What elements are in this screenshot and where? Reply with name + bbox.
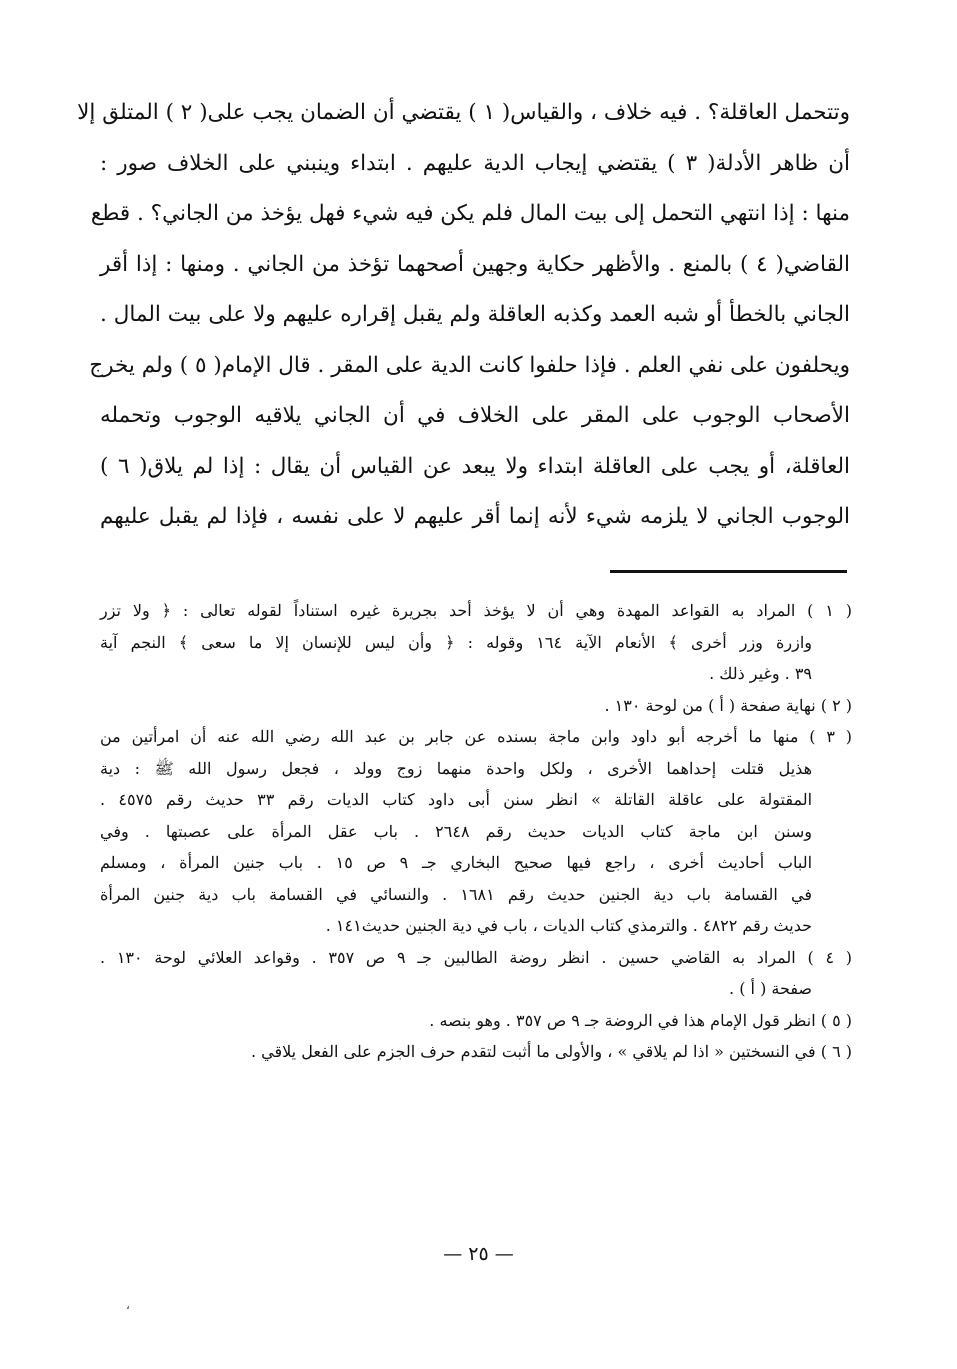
main-text-line: العاقلة، أو يجب على العاقلة ابتداء ولا يبعد عن القياس أن يقال : إذا لم يلاق( ٦ ) bbox=[100, 453, 850, 479]
footnote-line: ( ١ ) المراد به القواعد المهدة وهي أن لا يؤخذ أحد بجريرة غيره استناداً لقوله تعالى : ﴿ ولا تزر bbox=[100, 601, 853, 620]
page-number: — ٢٥ — bbox=[443, 1243, 514, 1265]
footnotes-block bbox=[100, 595, 852, 1068]
footnote-line: ( ٥ ) انظر قول الإمام هذا في الروضة جـ ٩ ص ٣٥٧ . وهو بنصه . bbox=[429, 1010, 852, 1030]
main-text-line: منها : إذا انتهي التحمل إلى بيت المال فلم يكن فيه شيء فهل يؤخذ من الجاني؟ . قطع bbox=[90, 201, 850, 226]
footnote-line: في القسامة باب دية الجنين حديث رقم ١٦٨١ . والنسائي في القسامة باب دية جنين المرأة bbox=[100, 884, 813, 904]
footnote-line: المقتولة على عاقلة القاتلة » انظر سنن أبى داود كتاب الديات رقم ٣٣ حديث رقم ٤٥٧٥ . bbox=[100, 790, 813, 809]
main-text-line: وتتحمل العاقلة؟ . فيه خلاف ، والقياس( ١ ) يقتضي أن الضمان يجب على( ٢ ) المتلق إلا bbox=[77, 100, 850, 125]
main-text-line: القاضي( ٤ ) بالمنع . والأظهر حكاية وجهين أصحهما تؤخذ من الجاني . ومنها : إذا أقر bbox=[100, 251, 850, 277]
main-text-line: الجاني بالخطأ أو شبه العمد وكذبه العاقلة ولم يقبل إقراره عليهم ولا على بيت المال . bbox=[100, 302, 850, 327]
footnote-2 bbox=[100, 690, 852, 722]
footnote-4 bbox=[100, 942, 852, 1005]
footnote-line: ٣٩ . وغير ذلك . bbox=[709, 664, 812, 683]
footnote-line: ( ٣ ) منها ما أخرجه أبو داود وابن ماجة بسنده عن جابر بن عبد الله رضي الله عنه أن امرأتين من bbox=[100, 727, 853, 746]
footnote-line: هذيل قتلت إحداهما الأخرى ، ولكل واحدة منهما زوج وولد ، فجعل رسول الله ﷺ : دية bbox=[100, 758, 812, 778]
footnote-line: وسنن ابن ماجة كتاب الديات حديث رقم ٢٦٤٨ . باب عقل المرأة على عصبتها . وفي bbox=[100, 821, 813, 841]
footnote-line: ( ٤ ) المراد به القاضي حسين . انظر روضة الطالبين جـ ٩ ص ٣٥٧ . وقواعد العلائي لوحة ١٣٠ . bbox=[100, 947, 853, 967]
footnote-line: صفحة ( أ ) . bbox=[729, 979, 812, 998]
main-text-line: الوجوب الجاني لا يلزمه شيء لأنه إنما أقر عليهم لا على نفسه ، فإذا لم يقبل عليهم bbox=[100, 504, 850, 529]
footnote-1 bbox=[100, 595, 852, 690]
footnote-line: الباب أحاديث أخرى ، راجع فيها صحيح البخاري جـ ٩ ص ١٥ . باب جنين المرأة ، ومسلم bbox=[100, 853, 813, 872]
footnote-line: حديث رقم ٤٨٢٢ . والترمذي كتاب الديات ، باب في دية الجنين حديث١٤١ . bbox=[325, 916, 812, 935]
footnote-separator bbox=[610, 570, 847, 573]
main-text-line: أن ظاهر الأدلة( ٣ ) يقتضي إيجاب الدية عليهم . ابتداء وينبني على الخلاف صور : bbox=[100, 150, 850, 176]
main-text-line: ويحلفون على نفي العلم . فإذا حلفوا كانت الدية على المقر . قال الإمام( ٥ ) ولم يخرج bbox=[89, 352, 850, 378]
main-text-block bbox=[77, 88, 850, 543]
footnote-line: ( ٢ ) نهاية صفحة ( أ ) من لوحة ١٣٠ . bbox=[604, 695, 852, 715]
footnote-line: ( ٦ ) في النسختين « اذا لم يلاقي » ، والأولى ما أثبت لتقدم حرف الجزم على الفعل يلاقي . bbox=[250, 1042, 852, 1061]
footnote-3 bbox=[100, 721, 852, 942]
main-text-line: الأصحاب الوجوب على المقر على الخلاف في أن الجاني يلاقيه الوجوب وتحمله bbox=[100, 403, 850, 428]
footnote-line: وازرة وزر أخرى ﴾ الأنعام الآية ١٦٤ وقوله : ﴿ وأن ليس للإنسان إلا ما سعى ﴾ النجم آية bbox=[100, 632, 813, 652]
footnote-5 bbox=[100, 1005, 852, 1037]
footnote-6 bbox=[100, 1036, 852, 1068]
stray-mark: ، bbox=[126, 1298, 130, 1312]
